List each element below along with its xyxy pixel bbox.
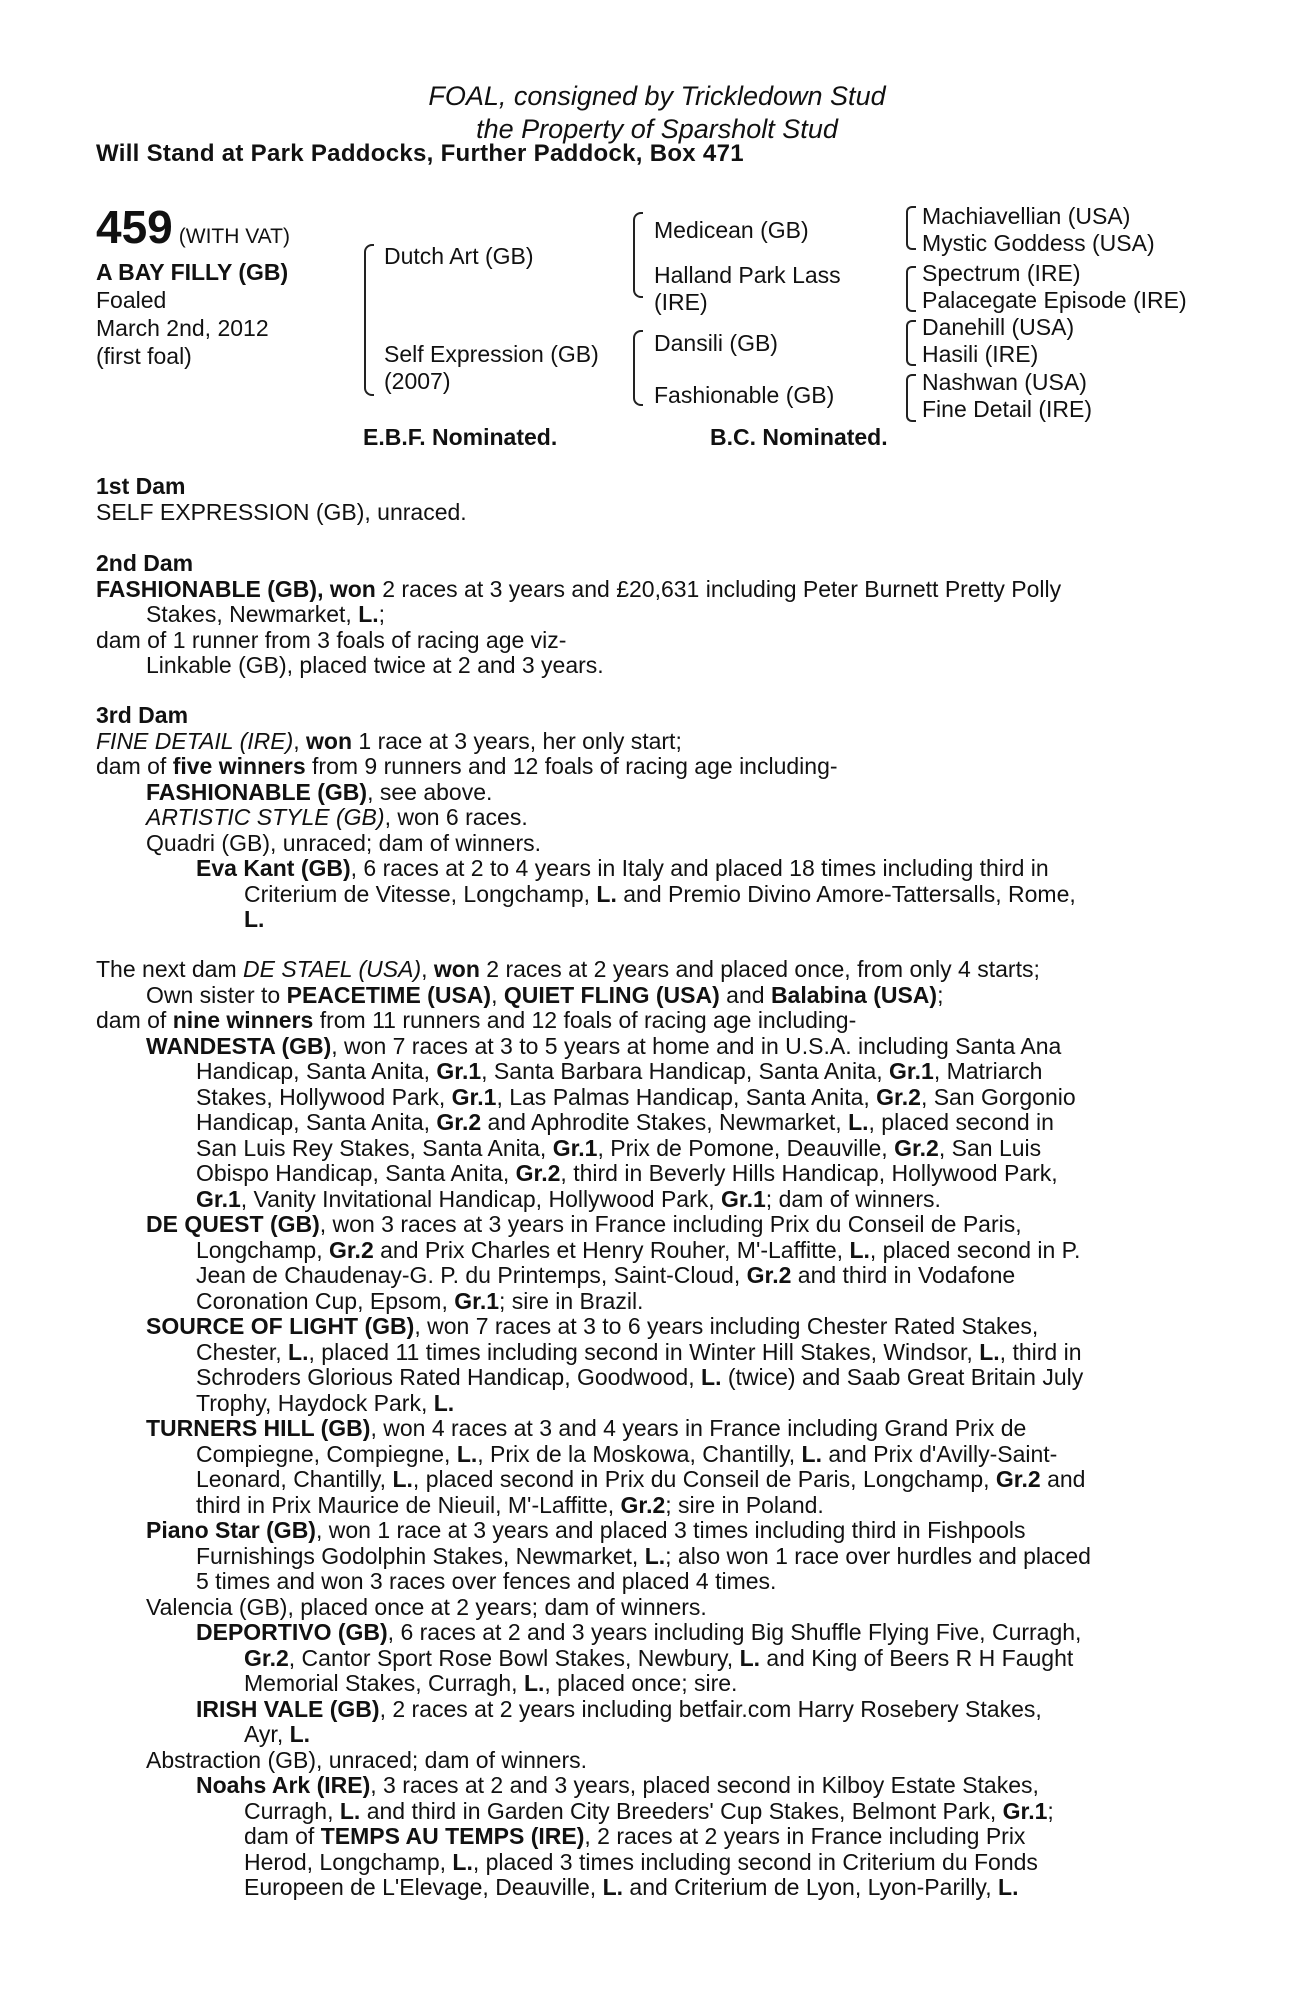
consignor-line: FOAL, consigned by Trickledown Stud (428, 81, 886, 111)
second-dam-name: FASHIONABLE (GB) (96, 575, 318, 602)
dam-name: Self Expression (GB) (384, 341, 599, 367)
foal-note: (first foal) (96, 343, 192, 369)
grandsire-2: Spectrum (IRE) (922, 260, 1081, 286)
ebf-nomination: E.B.F. Nominated. (363, 424, 558, 450)
lot-number: 459 (96, 201, 173, 253)
pedigree-brace-g4 (906, 374, 916, 422)
quadri-entry: Quadri (GB), unraced; dam of winners. (146, 829, 541, 856)
foaled-label: Foaled (96, 287, 167, 313)
artistic-style-entry: ARTISTIC STYLE (GB) (146, 804, 385, 830)
temps-au-temps-name: TEMPS AU TEMPS (IRE) (320, 1823, 585, 1849)
sire-name: Dutch Art (GB) (384, 243, 534, 269)
dam-dam: Fashionable (GB) (654, 382, 835, 408)
pedigree-brace-g1 (906, 206, 916, 250)
foaled-date: March 2nd, 2012 (96, 315, 269, 341)
lot-heading (96, 200, 290, 254)
wandesta-entry: WANDESTA (GB), won 7 races at 3 to 5 years at home and in U.S.A. including Santa Ana Handicap, Santa Anita, Gr.1, Santa Barbara Handicap, Santa Anita, Gr.1, Matriarch Stakes, Hollywood Park, Gr.1, Las Palmas Handicap, Santa Anita, Gr.2, San Gorgonio Handicap, Santa Anita, Gr.2 and Aphrodite Stakes, Newmarket, L., placed second in San Luis Rey Stakes, Santa Anita, Gr.1, Prix de Pomone, Deauville, Gr.2, San Luis Obispo Handicap, Santa Anita, Gr.2, third in Beverly Hills Handicap, Hollywood Park, Gr.1, Vanity Invitational Handicap, Hollywood Park, Gr.1; dam of winners. (146, 1032, 1076, 1212)
pedigree-brace-sire (633, 212, 643, 298)
pedigree-brace-sire-dam (364, 244, 374, 396)
third-dam-title: 3rd Dam (96, 702, 189, 728)
pedigree-brace-dam (633, 330, 643, 406)
next-dam-name: DE STAEL (USA) (243, 956, 422, 982)
irish-vale-entry: IRISH VALE (GB), 2 races at 2 years including betfair.com Harry Rosebery Stakes, Ayr, L. (196, 1695, 1042, 1747)
pedigree-brace-g3 (906, 320, 916, 366)
source-of-light-entry: SOURCE OF LIGHT (GB), won 7 races at 3 to 6 years including Chester Rated Stakes, Chester, L., placed 11 times including second in Winter Hill Stakes, Windsor, L., third in Schroders Glorious Rated Handicap, Goodwood, L. (twice) and Saab Great Britain July Trophy, Haydock Park, L. (146, 1313, 1084, 1416)
grandsire-1: Machiavellian (USA) (922, 203, 1131, 229)
first-dam-text: SELF EXPRESSION (GB), unraced. (96, 498, 467, 525)
piano-star-entry: Piano Star (GB), won 1 race at 3 years and placed 3 times including third in Fishpools Furnishings Godolphin Stakes, Newmarket, L.; also won 1 race over hurdles and placed 5 times and won 3 races over fences and placed 4 times. (146, 1517, 1091, 1594)
valencia-entry: Valencia (GB), placed once at 2 years; dam of winners. (146, 1593, 707, 1620)
linkable-entry: Linkable (GB), placed twice at 2 and 3 years. (146, 652, 604, 678)
abstraction-entry: Abstraction (GB), unraced; dam of winners. (146, 1746, 588, 1773)
first-dam-title: 1st Dam (96, 473, 186, 499)
second-dam-section: 2nd Dam FASHIONABLE (GB), won 2 races at 3 years and £20,631 including Peter Burnett Pretty Polly Stakes, Newmarket, L.; dam of 1 runner from 3 foals of racing age viz- Linkable (GB), placed twice at 2 and 3 years. (96, 551, 1216, 679)
second-dam-title: 2nd Dam (96, 550, 194, 576)
dam-sire: Dansili (GB) (654, 330, 778, 356)
granddam-3: Hasili (IRE) (922, 341, 1039, 367)
lot-name: A BAY FILLY (GB) (96, 259, 289, 285)
granddam-4: Fine Detail (IRE) (922, 396, 1092, 422)
turners-hill-entry: TURNERS HILL (GB), won 4 races at 3 and 4 years in France including Grand Prix de Compiegne, Compiegne, L., Prix de la Moskowa, Chantilly, L. and Prix d'Avilly-Saint- Leonard, Chantilly, L., placed second in Prix du Conseil de Paris, Longchamp, Gr.2 and third in Prix Maurice de Nieuil, M'-Laffitte, Gr.2; sire in Poland. (146, 1415, 1086, 1518)
dam-year: (2007) (384, 368, 451, 394)
de-quest-entry: DE QUEST (GB), won 3 races at 3 years in France including Prix du Conseil de Paris, Longchamp, Gr.2 and Prix Charles et Henry Rouher, M'-Laffitte, L., placed second in P. Jean de Chaudenay-G. P. du Printemps, Saint-Cloud, Gr.2 and third in Vodafone Coronation Cup, Epsom, Gr.1; sire in Brazil. (146, 1211, 1081, 1314)
fashionable-entry: FASHIONABLE (GB) (146, 778, 368, 805)
sire-sire: Medicean (GB) (654, 217, 809, 243)
sire-dam-1: Halland Park Lass (654, 262, 841, 288)
first-dam-section (96, 474, 1216, 525)
third-dam-name: FINE DETAIL (IRE) (96, 727, 294, 754)
property-line: the Property of Sparsholt Stud (476, 114, 838, 144)
eva-kant-entry: Eva Kant (GB) (196, 855, 351, 881)
second-dam-won: won (329, 575, 376, 602)
grandsire-4: Nashwan (USA) (922, 369, 1087, 395)
deportivo-entry: DEPORTIVO (GB), 6 races at 2 and 3 years including Big Shuffle Flying Five, Curragh, Gr.2, Cantor Sport Rose Bowl Stakes, Newbury, L. and King of Beers R H Faught Memorial Stakes, Curragh, L., placed once; sire. (196, 1619, 1082, 1696)
sire-dam-2: (IRE) (654, 289, 708, 315)
noahs-ark-entry: Noahs Ark (IRE), 3 races at 2 and 3 years, placed second in Kilboy Estate Stakes, Curragh, L. and third in Garden City Breeders' Cup Stakes, Belmont Park, Gr.1; dam of TEMPS AU TEMPS (IRE), 2 races at 2 years in France including Prix Herod, Longchamp, L., placed 3 times including second in Criterium du Fonds Europeen de L'Elevage, Deauville, L. and Criterium de Lyon, Lyon-Parilly, L. (196, 1772, 1054, 1900)
granddam-2: Palacegate Episode (IRE) (922, 287, 1187, 313)
next-dam-section: The next dam DE STAEL (USA), won 2 races at 2 years and placed once, from only 4 starts; Own sister to PEACETIME (USA), QUIET FLING (USA) and Balabina (USA); dam of nine winners from 11 runners and 12 foals of racing age including- WANDESTA (GB), won 7 races at 3 to 5 years at home and in U.S.A. including Santa Ana Handicap, Santa Anita, Gr.1, Santa Barbara Handicap, Santa Anita, Gr.1, Matriarch Stakes, Hollywood Park, Gr.1, Las Palmas Handicap, Santa Anita, Gr.2, San Gorgonio Handicap, Santa Anita, Gr.2 and Aphrodite Stakes, Newmarket, L., placed second in San Luis Rey Stakes, Santa Anita, Gr.1, Prix de Pomone, Deauville, Gr.2, San Luis Obispo Handicap, Santa Anita, Gr.2, third in Beverly Hills Handicap, Hollywood Park, Gr.1, Vanity Invitational Handicap, Hollywood Park, Gr.1; dam of winners. DE QUEST (GB), won 3 races at 3 years in France including Prix du Conseil de Paris, Longchamp, Gr.2 and Prix Charles et Henry Rouher, M'-Laffitte, L., placed second in P. Jean de Chaudenay-G. P. du Printemps, Saint-Cloud, Gr.2 and third in Vodafone Coronation Cup, Epsom, Gr.1; sire in Brazil. SOURCE OF LIGHT (GB), won 7 races at 3 to 6 years including Chester Rated Stakes, Chester, L., placed 11 times including second in Winter Hill Stakes, Windsor, L., third in Schroders Glorious Rated Handicap, Goodwood, L. (twice) and Saab Great Britain July Trophy, Haydock Park, L. TURNERS HILL (GB), won 4 races at 3 and 4 years in France including Grand Prix de Compiegne, Compiegne, L., Prix de la Moskowa, Chantilly, L. and Prix d'Avilly-Saint- Leonard, Chantilly, L., placed second in Prix du Conseil de Paris, Longchamp, Gr.2 and third in Prix Maurice de Nieuil, M'-Laffitte, Gr.2; sire in Poland. Piano Star (GB), won 1 race at 3 years and placed 3 times including third in Fishpools Furnishings Godolphin Stakes, Newmarket, L.; also won 1 race over hurdles and placed 5 times and won 3 races over fences and placed 4 times. Valencia (GB), placed once at 2 years; dam of winners. DEPORTIVO (GB), 6 races at 2 and 3 years including Big Shuffle Flying Five, Curragh, Gr.2, Cantor Sport Rose Bowl Stakes, Newbury, L. and King of Beers R H Faught Memorial Stakes, Curragh, L., placed once; sire. IRISH VALE (GB), 2 races at 2 years including betfair.com Harry Rosebery Stakes, Ayr, L. Abstraction (GB), unraced; dam of winners. Noahs Ark (IRE), 3 races at 2 and 3 years, placed second in Kilboy Estate Stakes, Curragh, L. and third in Garden City Breeders' Cup Stakes, Belmont Park, Gr.1; dam of TEMPS AU TEMPS (IRE), 2 races at 2 years in France including Prix Herod, Longchamp, L., placed 3 times including second in Criterium du Fonds Europeen de L'Elevage, Deauville, L. and Criterium de Lyon, Lyon-Parilly, L. (96, 957, 1216, 1901)
vat-label: (WITH VAT) (178, 225, 290, 248)
third-dam-section: 3rd Dam FINE DETAIL (IRE), won 1 race at 3 years, her only start; dam of five winners from 9 runners and 12 foals of racing age including- FASHIONABLE (GB), see above. ARTISTIC STYLE (GB), won 6 races. Quadri (GB), unraced; dam of winners. Eva Kant (GB), 6 races at 2 to 4 years in Italy and placed 18 times including third in Criterium de Vitesse, Longchamp, L. and Premio Divino Amore-Tattersalls, Rome, L. (96, 703, 1216, 933)
bc-nomination: B.C. Nominated. (710, 424, 888, 450)
granddam-1: Mystic Goddess (USA) (922, 230, 1155, 256)
pedigree-brace-g2 (906, 266, 916, 312)
stand-location: Will Stand at Park Paddocks, Further Paddock, Box 471 (96, 140, 744, 167)
lot-info (96, 258, 288, 370)
grandsire-3: Danehill (USA) (922, 314, 1075, 340)
